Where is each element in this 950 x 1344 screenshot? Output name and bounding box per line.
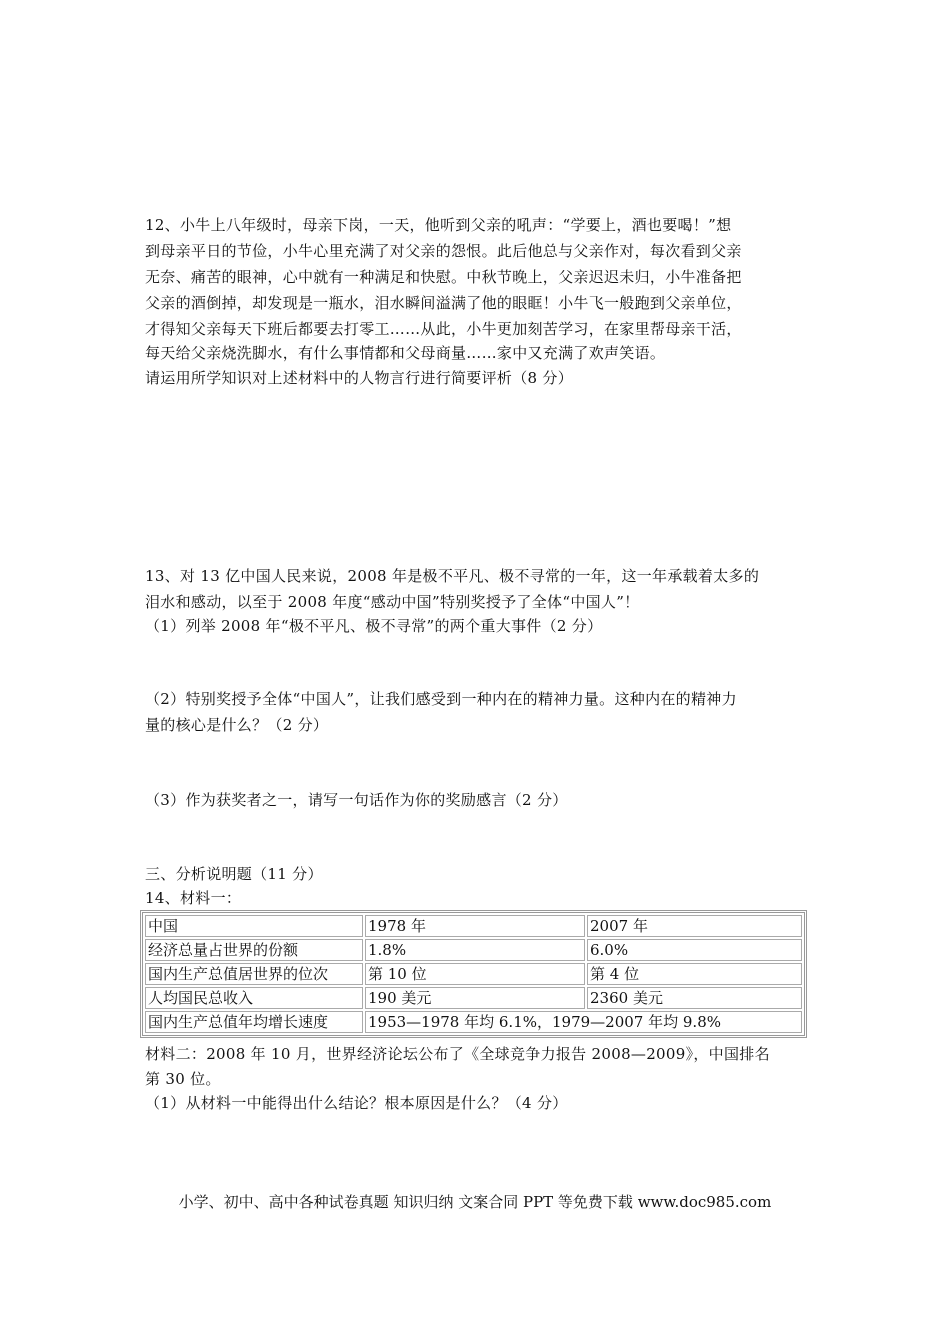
section-heading: 三、分析说明题（11 分） [145,865,323,883]
table-row [145,939,802,961]
material-2-line-1: 材料二：2008 年 10 月，世界经济论坛公布了《全球竞争力报告 2008—2009》，中国排名 [145,1045,770,1063]
table-cell: 中国 [145,915,363,937]
material-2-line-2: 第 30 位。 [145,1070,221,1088]
q14-intro: 14、材料一： [145,889,242,907]
table-cell: 2007 年 [587,915,802,937]
q13-line-2: 泪水和感动，以至于 2008 年度“感动中国”特别奖授予了全体“中国人”！ [145,593,640,611]
q13-line-1: 13、对 13 亿中国人民来说，2008 年是极不平凡、极不寻常的一年，这一年承载着太多的 [145,567,760,585]
q14-sub-1: （1）从材料一中能得出什么结论？根本原因是什么？（4 分） [145,1094,568,1112]
data-table [140,910,807,1038]
table-row [145,987,802,1009]
table-cell: 第 4 位 [587,963,802,985]
q13-sub-2-line-2: 量的核心是什么？（2 分） [145,716,329,734]
table-row [145,1011,802,1033]
q12-prompt: 请运用所学知识对上述材料中的人物言行进行简要评析（8 分） [145,369,574,387]
table-cell: 1.8% [365,939,585,961]
q13-sub-1: （1）列举 2008 年“极不平凡、极不寻常”的两个重大事件（2 分） [145,617,603,635]
footer: 小学、初中、高中各种试卷真题 知识归纳 文案合同 PPT 等免费下载 www.doc985.com [178,1193,772,1211]
q12-line-3: 无奈、痛苦的眼神，心中就有一种满足和快慰。中秋节晚上，父亲迟迟未归，小牛准备把 [145,268,742,286]
table-cell: 经济总量占世界的份额 [145,939,363,961]
table-cell: 国内生产总值居世界的位次 [145,963,363,985]
q13-sub-2-line-1: （2）特别奖授予全体“中国人”，让我们感受到一种内在的精神力量。这种内在的精神力 [145,690,737,708]
q13-sub-3: （3）作为获奖者之一，请写一句话作为你的奖励感言（2 分） [145,791,568,809]
q12-line-6: 每天给父亲烧洗脚水，有什么事情都和父母商量……家中又充满了欢声笑语。 [145,344,666,362]
table-cell: 2360 美元 [587,987,802,1009]
q12-line-1: 12、小牛上八年级时，母亲下岗，一天，他听到父亲的吼声：“学要上，酒也要喝！”想 [145,216,732,234]
table-row [145,963,802,985]
table-cell: 第 10 位 [365,963,585,985]
table-row [145,915,802,937]
table-cell: 1978 年 [365,915,585,937]
q12-line-2: 到母亲平日的节俭，小牛心里充满了对父亲的怨恨。此后他总与父亲作对，每次看到父亲 [145,242,742,260]
table-cell: 190 美元 [365,987,585,1009]
table-cell: 人均国民总收入 [145,987,363,1009]
table-cell: 6.0% [587,939,802,961]
table-cell: 1953—1978 年均 6.1%，1979—2007 年均 9.8% [365,1011,802,1033]
table-cell: 国内生产总值年均增长速度 [145,1011,363,1033]
q12-line-5: 才得知父亲每天下班后都要去打零工……从此，小牛更加刻苦学习，在家里帮母亲干活， [145,320,742,338]
q12-line-4: 父亲的酒倒掉，却发现是一瓶水，泪水瞬间溢满了他的眼眶！小牛飞一般跑到父亲单位， [145,294,742,312]
